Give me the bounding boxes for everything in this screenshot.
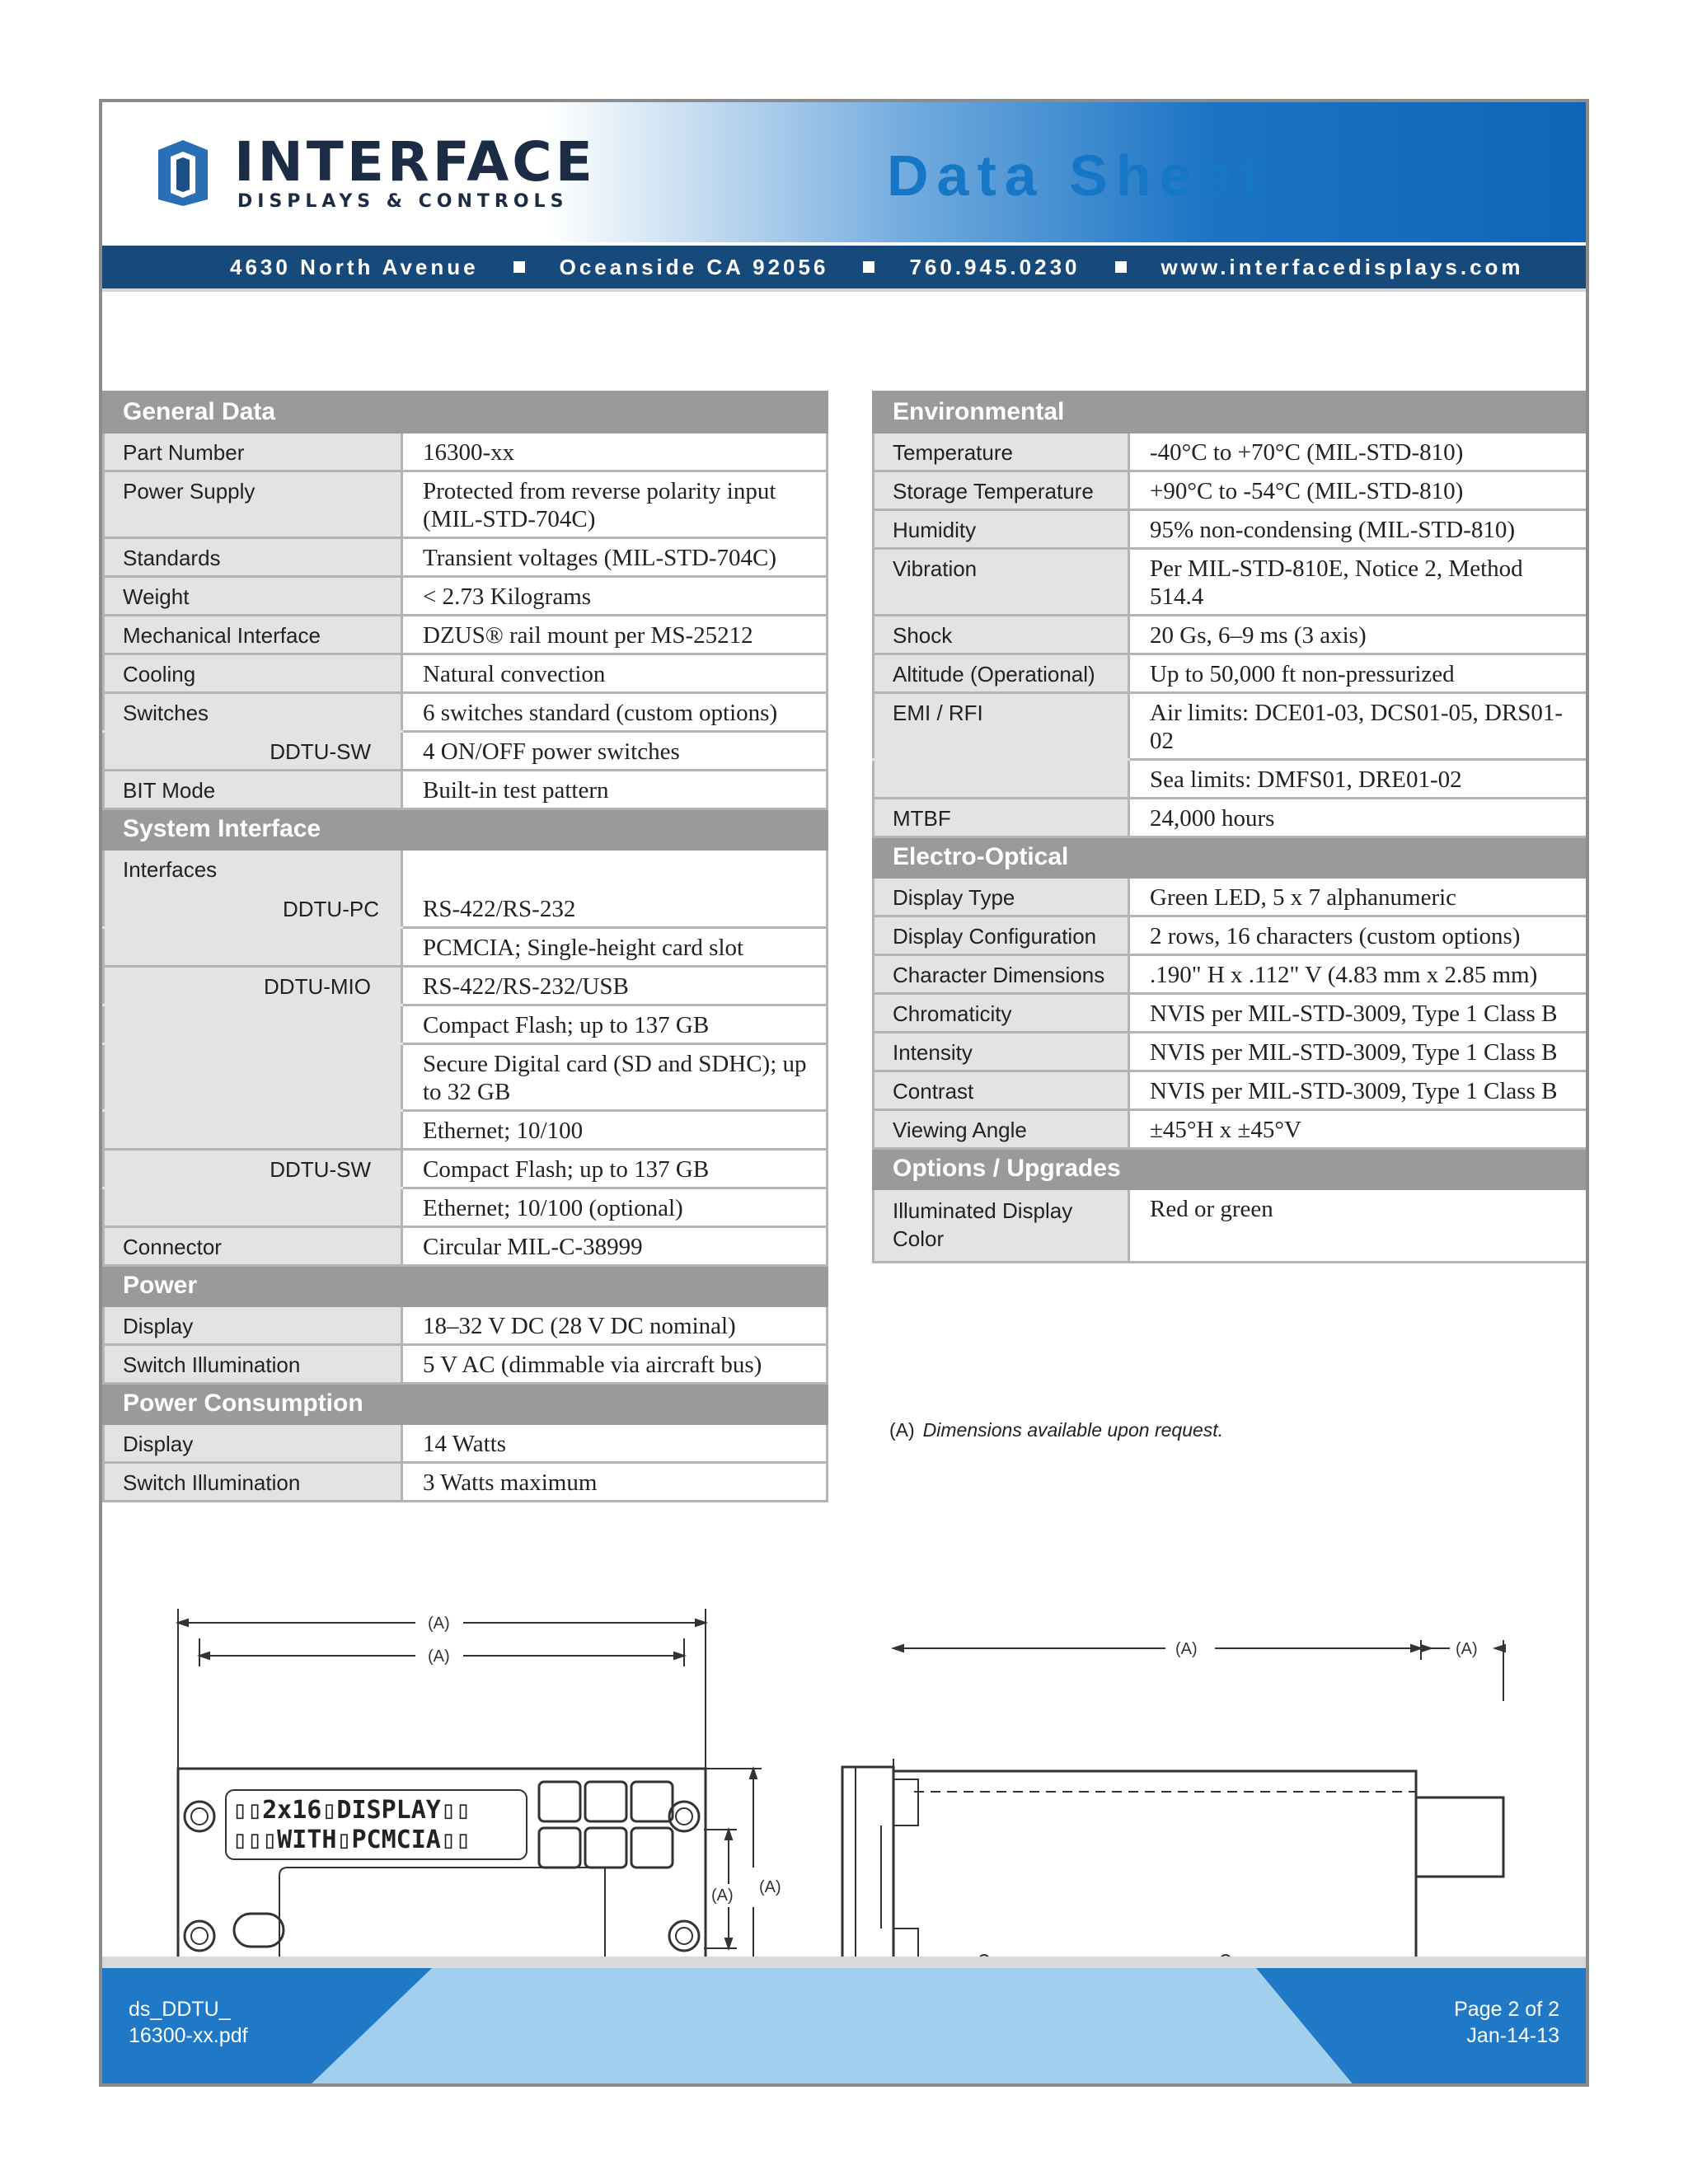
row-label: Switch Illumination: [104, 1345, 402, 1384]
led-display-line-1: ▯▯2x16▯DISPLAY▯▯: [232, 1796, 471, 1825]
row-value: 2 rows, 16 characters (custom options): [1129, 916, 1590, 955]
table-row: [874, 471, 1590, 510]
table-row: [104, 850, 828, 928]
row-label: Illuminated Display Color: [874, 1189, 1129, 1263]
row-value: ±45°H x ±45°V: [1129, 1110, 1590, 1149]
section-power: Power: [104, 1266, 828, 1306]
table-row: [874, 760, 1590, 799]
row-label: Viewing Angle: [874, 1110, 1129, 1149]
section-options-upgrades: Options / Upgrades: [874, 1149, 1590, 1189]
table-row: [104, 1044, 828, 1111]
dim-label-front-inner: (A): [428, 1647, 450, 1666]
table-row: [104, 693, 828, 732]
row-label: Vibration: [874, 549, 1129, 616]
row-value: 3 Watts maximum: [402, 1463, 828, 1502]
row-label: Display: [104, 1306, 402, 1345]
filename-line-1: ds_DDTU_: [129, 1998, 231, 2021]
table-row: [874, 878, 1590, 916]
row-label: [104, 1188, 402, 1227]
table-row: [874, 654, 1590, 693]
row-value: .190" H x .112" V (4.83 mm x 2.85 mm): [1129, 955, 1590, 994]
row-value: RS-422/RS-232: [402, 850, 828, 928]
row-value: Red or green: [1129, 1189, 1590, 1263]
row-value: 5 V AC (dimmable via aircraft bus): [402, 1345, 828, 1384]
datasheet-page: [99, 99, 1589, 2087]
filename-line-2: 16300-xx.pdf: [129, 2024, 248, 2047]
row-value: 20 Gs, 6–9 ms (3 axis): [1129, 616, 1590, 654]
table-row: [874, 799, 1590, 837]
row-value: Up to 50,000 ft non-pressurized: [1129, 654, 1590, 693]
section-system-interface: System Interface: [104, 809, 828, 850]
table-row: [104, 1306, 828, 1345]
footnote-marker: (A): [889, 1419, 915, 1441]
row-label: [104, 1005, 402, 1044]
row-label: Switches: [104, 693, 402, 732]
row-value: Ethernet; 10/100 (optional): [402, 1188, 828, 1227]
phone-number: 760.945.0230: [909, 254, 1081, 279]
row-value: Secure Digital card (SD and SDHC); up to 32 GB: [402, 1044, 828, 1111]
row-value: Green LED, 5 x 7 alphanumeric: [1129, 878, 1590, 916]
dim-label-front-overall: (A): [428, 1615, 450, 1633]
row-value: Compact Flash; up to 137 GB: [402, 1005, 828, 1044]
row-value: Per MIL-STD-810E, Notice 2, Method 514.4: [1129, 549, 1590, 616]
bullet-square-icon: [1115, 261, 1127, 273]
table-row: [104, 771, 828, 809]
table-row: [104, 538, 828, 577]
row-value: 16300-xx: [402, 433, 828, 471]
table-row: [104, 732, 828, 771]
row-label: BIT Mode: [104, 771, 402, 809]
table-row: [874, 1071, 1590, 1110]
row-label: Storage Temperature: [874, 471, 1129, 510]
page-footer: [102, 1957, 1586, 2087]
table-row: [874, 693, 1590, 760]
row-label: Standards: [104, 538, 402, 577]
row-value: 24,000 hours: [1129, 799, 1590, 837]
table-row: [874, 510, 1590, 549]
table-row: [104, 577, 828, 616]
ddtu-sw-label: DDTU-SW: [104, 1150, 402, 1188]
table-row: [104, 616, 828, 654]
document-date: Jan-14-13: [1466, 2024, 1559, 2047]
ddtu-pc-label: DDTU-PC: [283, 897, 379, 921]
row-value: NVIS per MIL-STD-3009, Type 1 Class B: [1129, 994, 1590, 1033]
row-label: Humidity: [874, 510, 1129, 549]
row-label: MTBF: [874, 799, 1129, 837]
page-header: [102, 102, 1586, 242]
row-value: DZUS® rail mount per MS-25212: [402, 616, 828, 654]
dim-label-front-inner-height: (A): [711, 1886, 734, 1905]
table-row: [104, 1424, 828, 1463]
row-value: Protected from reverse polarity input (MIL-STD-704C): [402, 471, 828, 538]
footer-page-info: [1454, 1996, 1559, 2049]
row-value: Air limits: DCE01-03, DCS01-05, DRS01-02: [1129, 693, 1590, 760]
interfaces-label: Interfaces: [123, 857, 218, 882]
street-address: 4630 North Avenue: [230, 254, 479, 279]
row-label: Character Dimensions: [874, 955, 1129, 994]
table-row: [104, 1111, 828, 1150]
row-label: [874, 760, 1129, 799]
left-spec-table: [102, 391, 828, 1502]
row-label: Intensity: [874, 1033, 1129, 1071]
led-display-line-2: ▯▯▯WITH▯PCMCIA▯▯: [232, 1825, 471, 1854]
row-label: Weight: [104, 577, 402, 616]
row-label: Cooling: [104, 654, 402, 693]
row-value: Natural convection: [402, 654, 828, 693]
table-row: [874, 994, 1590, 1033]
row-label: Mechanical Interface: [104, 616, 402, 654]
row-value: NVIS per MIL-STD-3009, Type 1 Class B: [1129, 1071, 1590, 1110]
table-row: [104, 1005, 828, 1044]
row-value: RS-422/RS-232/USB: [402, 967, 828, 1005]
table-row: [874, 916, 1590, 955]
side-view-drawing: [808, 1640, 1505, 1991]
row-label: Display Configuration: [874, 916, 1129, 955]
contact-bar: [102, 242, 1586, 292]
footnote-text: Dimensions available upon request.: [922, 1419, 1224, 1441]
row-value: Compact Flash; up to 137 GB: [402, 1150, 828, 1188]
website-link[interactable]: www.interfacedisplays.com: [1160, 254, 1524, 279]
dim-label-front-height: (A): [759, 1878, 781, 1896]
table-row: [104, 1345, 828, 1384]
brand-subtitle: DISPLAYS & CONTROLS: [237, 191, 569, 212]
table-row: [104, 1463, 828, 1502]
row-value: NVIS per MIL-STD-3009, Type 1 Class B: [1129, 1033, 1590, 1071]
table-row: [104, 1227, 828, 1266]
table-row: [874, 955, 1590, 994]
row-value: 95% non-condensing (MIL-STD-810): [1129, 510, 1590, 549]
row-label: Switch Illumination: [104, 1463, 402, 1502]
footer-band: [102, 1968, 1586, 2087]
bullet-square-icon: [863, 261, 874, 273]
row-label: [104, 1111, 402, 1150]
table-row: [874, 433, 1590, 471]
brand-name: INTERFACE: [234, 130, 596, 194]
table-row: [874, 616, 1590, 654]
row-label: Connector: [104, 1227, 402, 1266]
row-label: [104, 1044, 402, 1111]
row-label: Altitude (Operational): [874, 654, 1129, 693]
section-electro-optical: Electro-Optical: [874, 837, 1590, 878]
table-row: [104, 928, 828, 967]
interface-logo-icon: [150, 134, 216, 208]
row-label: Power Supply: [104, 471, 402, 538]
footer-filename: [129, 1996, 248, 2049]
row-sublabel: DDTU-SW: [104, 732, 402, 771]
table-row: [104, 967, 828, 1005]
right-spec-table: [872, 391, 1589, 1263]
page-number: Page 2 of 2: [1454, 1998, 1559, 2021]
row-value: 6 switches standard (custom options): [402, 693, 828, 732]
row-value: Sea limits: DMFS01, DRE01-02: [1129, 760, 1590, 799]
table-row: [874, 549, 1590, 616]
table-row: [874, 1189, 1590, 1263]
row-label: [104, 928, 402, 967]
row-label: [104, 850, 402, 928]
section-power-consumption: Power Consumption: [104, 1384, 828, 1424]
table-row: [874, 1033, 1590, 1071]
table-row: [104, 1150, 828, 1188]
row-value: Built-in test pattern: [402, 771, 828, 809]
table-row: [104, 654, 828, 693]
row-value: Transient voltages (MIL-STD-704C): [402, 538, 828, 577]
section-general-data: General Data: [104, 392, 828, 433]
row-value: 4 ON/OFF power switches: [402, 732, 828, 771]
row-value: 14 Watts: [402, 1424, 828, 1463]
row-label: Chromaticity: [874, 994, 1129, 1033]
row-label: EMI / RFI: [874, 693, 1129, 760]
row-value: Ethernet; 10/100: [402, 1111, 828, 1150]
table-row: [874, 1110, 1590, 1149]
row-label: Shock: [874, 616, 1129, 654]
city-address: Oceanside CA 92056: [559, 254, 829, 279]
row-value: -40°C to +70°C (MIL-STD-810): [1129, 433, 1590, 471]
row-label: Contrast: [874, 1071, 1129, 1110]
section-environmental: Environmental: [874, 392, 1590, 433]
bullet-square-icon: [513, 261, 525, 273]
table-row: [104, 1188, 828, 1227]
row-label: Display Type: [874, 878, 1129, 916]
row-value: < 2.73 Kilograms: [402, 577, 828, 616]
footnote: [889, 1419, 1223, 1441]
document-type-title: Data Sheet: [887, 143, 1268, 208]
row-value: 18–32 V DC (28 V DC nominal): [402, 1306, 828, 1345]
row-value: +90°C to -54°C (MIL-STD-810): [1129, 471, 1590, 510]
table-row: [104, 433, 828, 471]
row-value: PCMCIA; Single-height card slot: [402, 928, 828, 967]
table-row: [104, 471, 828, 538]
row-label: Display: [104, 1424, 402, 1463]
row-label: Part Number: [104, 433, 402, 471]
row-value: Circular MIL-C-38999: [402, 1227, 828, 1266]
dim-label-side-depth: (A): [1175, 1640, 1198, 1658]
dim-label-side-connector: (A): [1456, 1640, 1478, 1658]
ddtu-mio-label: DDTU-MIO: [104, 967, 402, 1005]
row-label: Temperature: [874, 433, 1129, 471]
